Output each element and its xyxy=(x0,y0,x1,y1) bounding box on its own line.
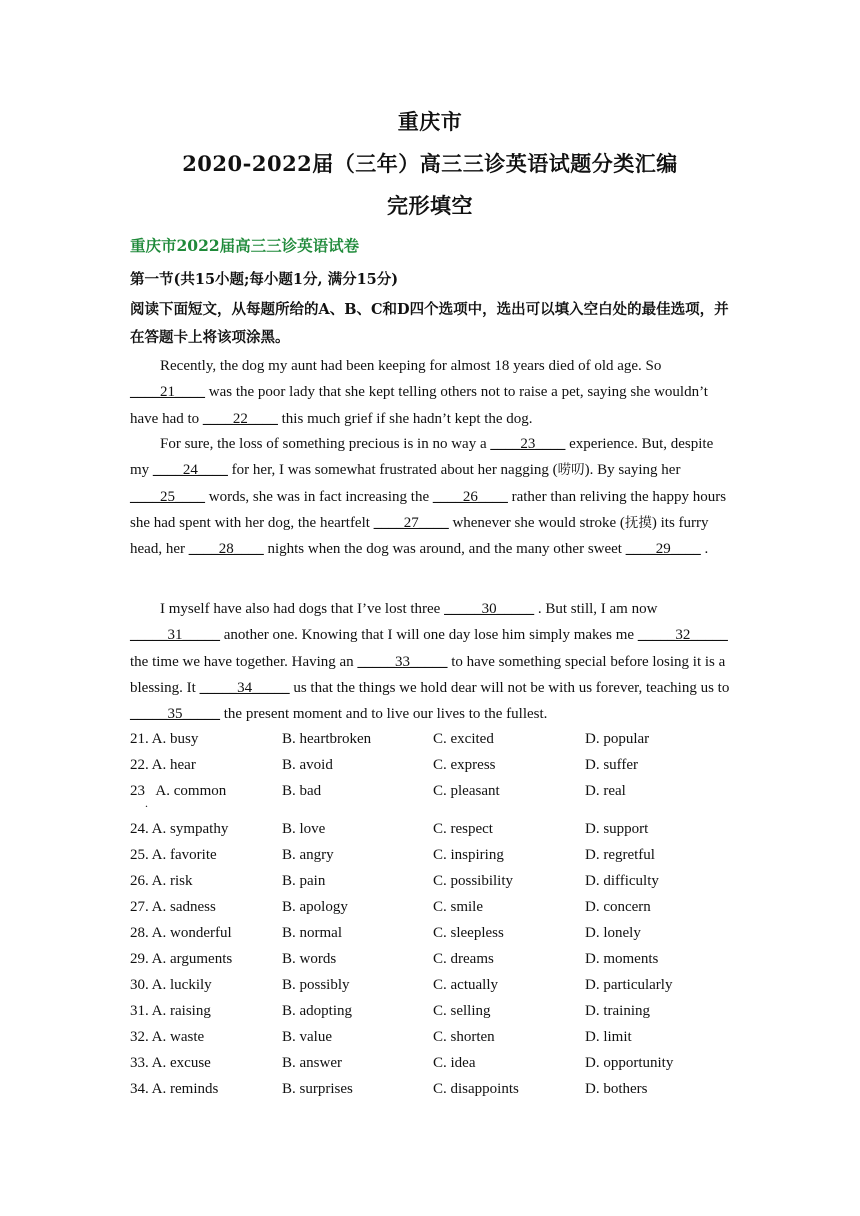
option-d: D. opportunity xyxy=(585,1055,674,1071)
option-c: C. inspiring xyxy=(433,847,504,863)
text-run: nights when the dog was around, and the many other sweet xyxy=(263,541,626,558)
option-b: B. words xyxy=(282,951,337,967)
option-b: B. heartbroken xyxy=(282,731,372,747)
option-b: B. possibly xyxy=(282,977,350,993)
option-d: D. concern xyxy=(585,899,651,915)
text-run: For sure, the loss of something precious is in no way a xyxy=(160,436,491,452)
text-run: to have something special before losing it is a blessing. It xyxy=(130,653,726,696)
option-a: 33. A. excuse xyxy=(130,1055,211,1071)
option-d: D. particularly xyxy=(585,977,673,993)
option-d: D. limit xyxy=(585,1029,632,1045)
option-b: B. value xyxy=(282,1029,332,1045)
text-run: the present moment and to live our lives to the fullest. xyxy=(220,706,548,723)
option-a: 31. A. raising xyxy=(130,1003,211,1019)
option-d: D. lonely xyxy=(585,925,641,941)
option-c: C. disappoints xyxy=(433,1081,519,1097)
option-d: D. moments xyxy=(585,951,659,967)
text-run: ) its furry head, her xyxy=(130,514,709,558)
option-a: 27. A. sadness xyxy=(130,899,216,915)
stray-dot: . xyxy=(145,796,148,810)
section-heading: 重庆市2022届高三三诊英语试卷 xyxy=(130,236,360,255)
blank-28: ____28____ xyxy=(188,541,264,558)
option-row-34 xyxy=(130,1076,750,1102)
option-a: 34. A. reminds xyxy=(130,1081,219,1097)
text-run: experience. But, despite my xyxy=(130,436,714,479)
option-row-22 xyxy=(130,752,750,778)
option-b: B. normal xyxy=(282,925,342,941)
text-run: another one. Knowing that I will one day lose him simply makes me xyxy=(220,627,638,644)
option-c: C. express xyxy=(433,757,496,773)
option-a: 22. A. hear xyxy=(130,757,196,773)
blank-30: _____30_____ xyxy=(444,601,535,617)
option-row-23 xyxy=(130,778,750,816)
text-run: I myself have also had dogs that I’ve lost three xyxy=(160,601,445,617)
text-run: rather than reliving the happy hours she had spent with her dog, the heartfelt xyxy=(130,488,727,531)
option-row-31 xyxy=(130,998,750,1024)
doc-title-series: 2020-2022届（三年）高三三诊英语试题分类汇编 xyxy=(182,151,678,176)
part-heading: 第一节(共15小题;每小题1分, 满分15分) xyxy=(130,271,399,288)
option-b: B. surprises xyxy=(282,1081,353,1097)
option-d: D. support xyxy=(585,821,649,837)
blank-27: ____27____ xyxy=(373,514,449,531)
option-d: D. regretful xyxy=(585,847,655,863)
text-run: whenever she would stroke ( xyxy=(448,514,625,531)
option-b: B. avoid xyxy=(282,757,333,773)
option-b: B. pain xyxy=(282,873,326,889)
option-d: D. real xyxy=(585,783,626,799)
option-row-27 xyxy=(130,894,750,920)
option-a: 26. A. risk xyxy=(130,873,193,889)
option-c: C. possibility xyxy=(433,873,514,889)
text-run: this much grief if she hadn’t kept the dog. xyxy=(277,410,533,427)
option-c: C. excited xyxy=(433,731,494,747)
option-row-32 xyxy=(130,1024,750,1050)
option-c: C. sleepless xyxy=(433,925,504,941)
option-b: B. apology xyxy=(282,899,348,915)
blank-22: ____22____ xyxy=(202,410,278,427)
option-c: C. actually xyxy=(433,977,498,993)
option-a: 24. A. sympathy xyxy=(130,821,229,837)
blank-23: ____23____ xyxy=(490,436,566,452)
blank-21: ____21____ xyxy=(130,384,205,401)
option-b: B. answer xyxy=(282,1055,342,1071)
text-run: . xyxy=(700,541,709,558)
option-c: C. shorten xyxy=(433,1029,495,1045)
option-a: 30. A. luckily xyxy=(130,977,212,993)
gloss-nagging: 唠叨 xyxy=(557,462,585,479)
instructions: 阅读下面短文，从每题所给的A、B、C和D四个选项中，选出可以填入空白处的最佳选项，并在答题卡上将该项涂黑。 xyxy=(130,301,729,346)
option-row-33 xyxy=(130,1050,750,1076)
text-run: was the poor lady that she kept telling others not to raise a pet, saying she wouldn’t have had to xyxy=(130,384,708,427)
passage-paragraph-2 xyxy=(130,431,730,562)
answer-options xyxy=(130,726,750,1102)
blank-24: ____24____ xyxy=(152,462,228,479)
option-row-25 xyxy=(130,842,750,868)
option-c: C. pleasant xyxy=(433,783,500,799)
passage-paragraph-1 xyxy=(130,353,730,432)
text-run: ). By saying her xyxy=(584,462,681,479)
option-row-29 xyxy=(130,946,750,972)
doc-title-city: 重庆市 xyxy=(397,109,463,134)
option-row-26 xyxy=(130,868,750,894)
option-d: D. suffer xyxy=(585,757,639,773)
text-run: . But still, I am now xyxy=(534,601,658,617)
passage-paragraph-3 xyxy=(130,596,730,727)
option-row-28 xyxy=(130,920,750,946)
option-c: C. smile xyxy=(433,899,484,915)
option-a: 23 A. common xyxy=(130,783,227,799)
text-run: Recently, the dog my aunt had been keeping for almost 18 years died of old age. So xyxy=(160,358,662,374)
option-row-30 xyxy=(130,972,750,998)
text-run: the time we have together. Having an xyxy=(130,653,358,670)
blank-31: _____31_____ xyxy=(130,627,220,644)
blank-32: _____32_____ xyxy=(637,627,728,644)
option-d: D. training xyxy=(585,1003,650,1019)
blank-35: _____35_____ xyxy=(130,706,220,723)
option-a: 25. A. favorite xyxy=(130,847,217,863)
blank-25: ____25____ xyxy=(130,488,205,505)
blank-29: ____29____ xyxy=(625,541,701,558)
option-row-21 xyxy=(130,726,750,752)
option-a: 21. A. busy xyxy=(130,731,199,747)
option-d: D. popular xyxy=(585,731,650,747)
blank-33: _____33_____ xyxy=(357,653,448,670)
doc-title-topic: 完形填空 xyxy=(387,193,473,218)
blank-34: _____34_____ xyxy=(199,679,290,696)
option-a: 28. A. wonderful xyxy=(130,925,232,941)
option-b: B. adopting xyxy=(282,1003,352,1019)
text-run: words, she was in fact increasing the xyxy=(205,488,433,505)
option-row-24 xyxy=(130,816,750,842)
option-b: B. love xyxy=(282,821,326,837)
option-b: B. bad xyxy=(282,783,322,799)
option-d: D. difficulty xyxy=(585,873,659,889)
option-c: C. idea xyxy=(433,1055,476,1071)
text-run: for her, I was somewhat frustrated about her nagging ( xyxy=(227,462,558,479)
blank-26: ____26____ xyxy=(432,488,508,505)
option-a: 32. A. waste xyxy=(130,1029,205,1045)
text-run: us that the things we hold dear will not be with us forever, teaching us to xyxy=(289,679,730,696)
option-c: C. dreams xyxy=(433,951,494,967)
gloss-stroke: 抚摸 xyxy=(624,514,652,531)
option-c: C. respect xyxy=(433,821,493,837)
option-d: D. bothers xyxy=(585,1081,648,1097)
option-b: B. angry xyxy=(282,847,334,863)
option-a: 29. A. arguments xyxy=(130,951,233,967)
option-c: C. selling xyxy=(433,1003,491,1019)
